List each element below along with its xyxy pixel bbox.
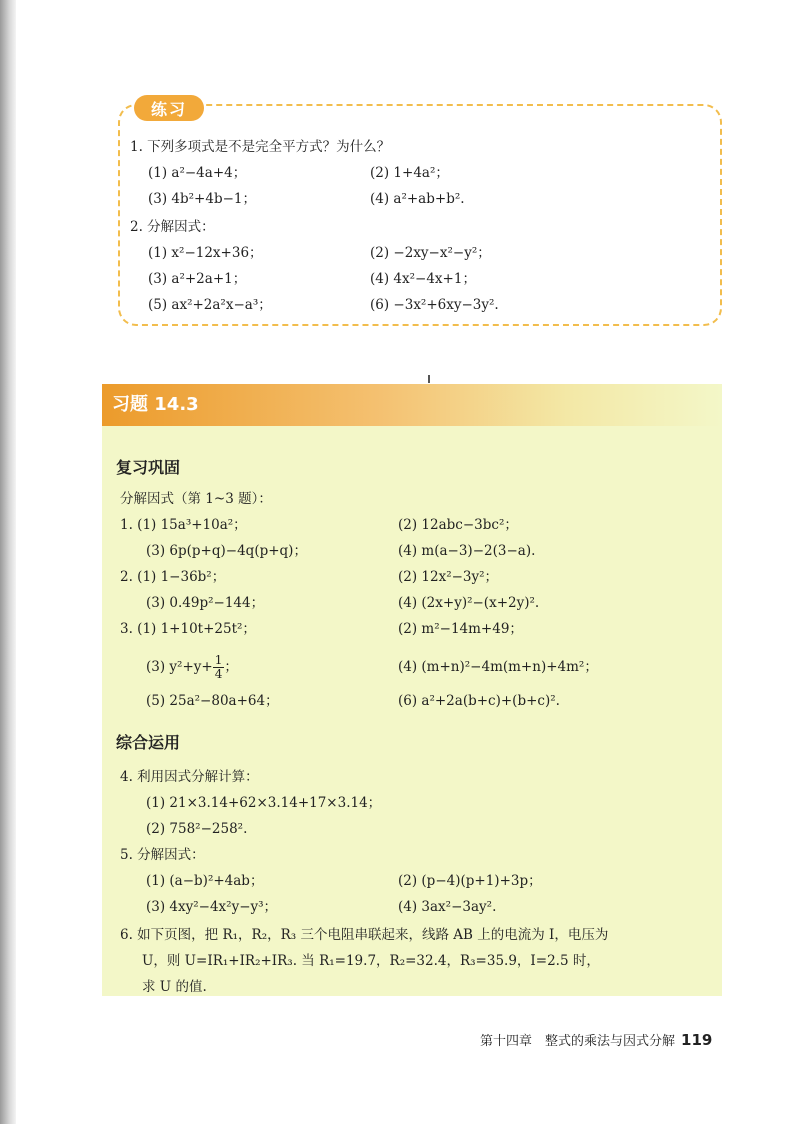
exercise-q5-item: (4) 3ax²−3ay². (398, 899, 497, 915)
exercise-q6-line: 求 U 的值. (142, 979, 207, 995)
chapter-title: 第十四章 整式的乘法与因式分解 (480, 1034, 676, 1049)
practice-q2-item: (1) x²−12x+36； (148, 245, 263, 261)
exercise-item: (2) 12abc−3bc²； (398, 517, 518, 533)
practice-label: 练习 (134, 95, 204, 121)
exercise-item: (2) m²−14m+49； (398, 621, 523, 637)
exercise-item: (4) (2x+y)²−(x+2y)². (398, 595, 540, 611)
practice-q2-item: (6) −3x²+6xy−3y². (370, 297, 499, 313)
exercise-q4-item: (1) 21×3.14+62×3.14+17×3.14； (146, 795, 382, 811)
exercise-title: 习题 14.3 (112, 394, 199, 415)
applied-heading: 综合运用 (116, 733, 181, 752)
exercise-item: (4) (m+n)²−4m(m+n)+4m²； (398, 659, 598, 675)
book-spine-shadow (0, 0, 16, 1124)
fraction-numerator: 1 (214, 653, 223, 667)
exercise-item-text: (3) y²+y+ (146, 659, 213, 675)
exercise-q4-title: 4. 利用因式分解计算： (120, 769, 259, 785)
practice-q2-item: (3) a²+2a+1； (148, 271, 247, 287)
exercise-item-with-fraction (146, 652, 238, 682)
exercise-q4-item: (2) 758²−258². (146, 821, 248, 837)
exercise-q6-line: U，则 U=IR₁+IR₂+IR₃. 当 R₁=19.7，R₂=32.4，R₃=35.9，I=2.5 时， (142, 953, 600, 969)
practice-q1-title: 1. 下列多项式是不是完全平方式？为什么？ (130, 139, 391, 155)
review-heading: 复习巩固 (116, 458, 181, 477)
practice-q2-item: (4) 4x²−4x+1； (370, 271, 476, 287)
exercise-q5-title: 5. 分解因式： (120, 847, 205, 863)
practice-q1-item: (1) a²−4a+4； (148, 165, 247, 181)
practice-q2-item: (5) ax²+2a²x−a³； (148, 297, 272, 313)
exercise-item: (2) 12x²−3y²； (398, 569, 499, 585)
fraction (213, 654, 225, 681)
page-footer (480, 1030, 712, 1049)
exercise-q5-item: (3) 4xy²−4x²y−y³； (146, 899, 278, 915)
column-tick-mark (428, 375, 430, 383)
exercise-q6-line: 6. 如下页图，把 R₁，R₂，R₃ 三个电阻串联起来，线路 AB 上的电流为 I，电压为 (120, 927, 609, 943)
exercise-item: (3) 0.49p²−144； (146, 595, 265, 611)
practice-q1-item: (2) 1+4a²； (370, 165, 449, 181)
exercise-q5-item: (1) (a−b)²+4ab； (146, 873, 264, 889)
practice-q1-item: (4) a²+ab+b². (370, 191, 465, 207)
exercise-item: (6) a²+2a(b+c)+(b+c)². (398, 693, 560, 709)
page-number: 119 (681, 1031, 713, 1049)
practice-q2-item: (2) −2xy−x²−y²； (370, 245, 491, 261)
fraction-denominator: 4 (214, 667, 223, 681)
practice-q1-item: (3) 4b²+4b−1； (148, 191, 256, 207)
exercise-item: 1. (1) 15a³+10a²； (120, 517, 247, 533)
exercise-intro: 分解因式（第 1~3 题）： (120, 491, 272, 507)
exercise-item: 2. (1) 1−36b²； (120, 569, 226, 585)
exercise-q5-item: (2) (p−4)(p+1)+3p； (398, 873, 542, 889)
exercise-item: (4) m(a−3)−2(3−a). (398, 543, 536, 559)
exercise-item: (5) 25a²−80a+64； (146, 693, 279, 709)
practice-q2-title: 2. 分解因式： (130, 219, 215, 235)
exercise-item: 3. (1) 1+10t+25t²； (120, 621, 256, 637)
exercise-item: (3) 6p(p+q)−4q(p+q)； (146, 543, 307, 559)
fraction-tail: ； (224, 659, 238, 675)
